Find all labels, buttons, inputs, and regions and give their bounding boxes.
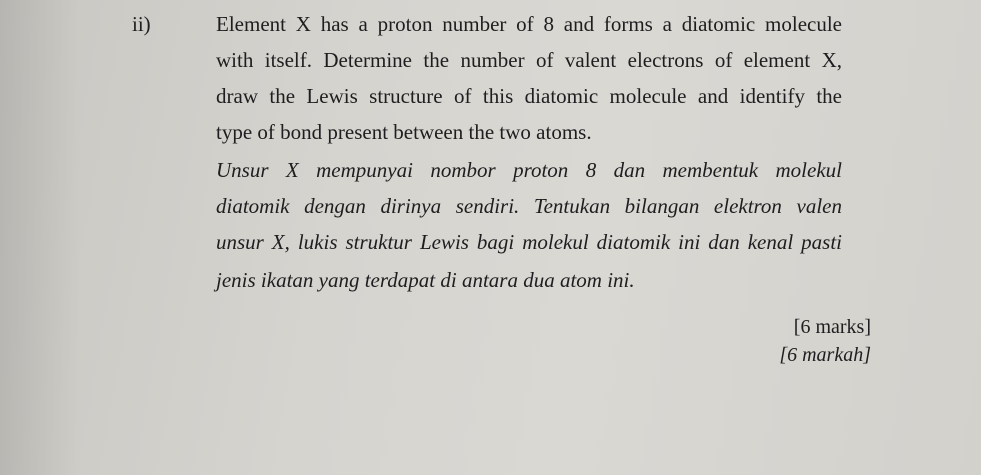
english-line-1: Element X has a proton number of 8 and forms a diatomic molecule	[216, 12, 842, 36]
malay-line-2: diatomik dengan dirinya sendiri. Tentukan bilangan elektron valen	[216, 194, 842, 218]
english-line-2: with itself. Determine the number of valent electrons of element X,	[216, 48, 842, 72]
english-line-3: draw the Lewis structure of this diatomic molecule and identify the	[216, 84, 842, 108]
malay-line-1: Unsur X mempunyai nombor proton 8 dan membentuk molekul	[216, 158, 842, 182]
marks-malay: [6 markah]	[779, 344, 871, 366]
malay-line-4: jenis ikatan yang terdapat di antara dua atom ini.	[216, 268, 635, 292]
question-number: ii)	[132, 12, 151, 36]
page-shadow	[0, 0, 80, 475]
malay-line-3: unsur X, lukis struktur Lewis bagi molekul diatomik ini dan kenal pasti	[216, 230, 842, 254]
english-line-4: type of bond present between the two atoms.	[216, 120, 592, 144]
marks-english: [6 marks]	[793, 316, 871, 338]
